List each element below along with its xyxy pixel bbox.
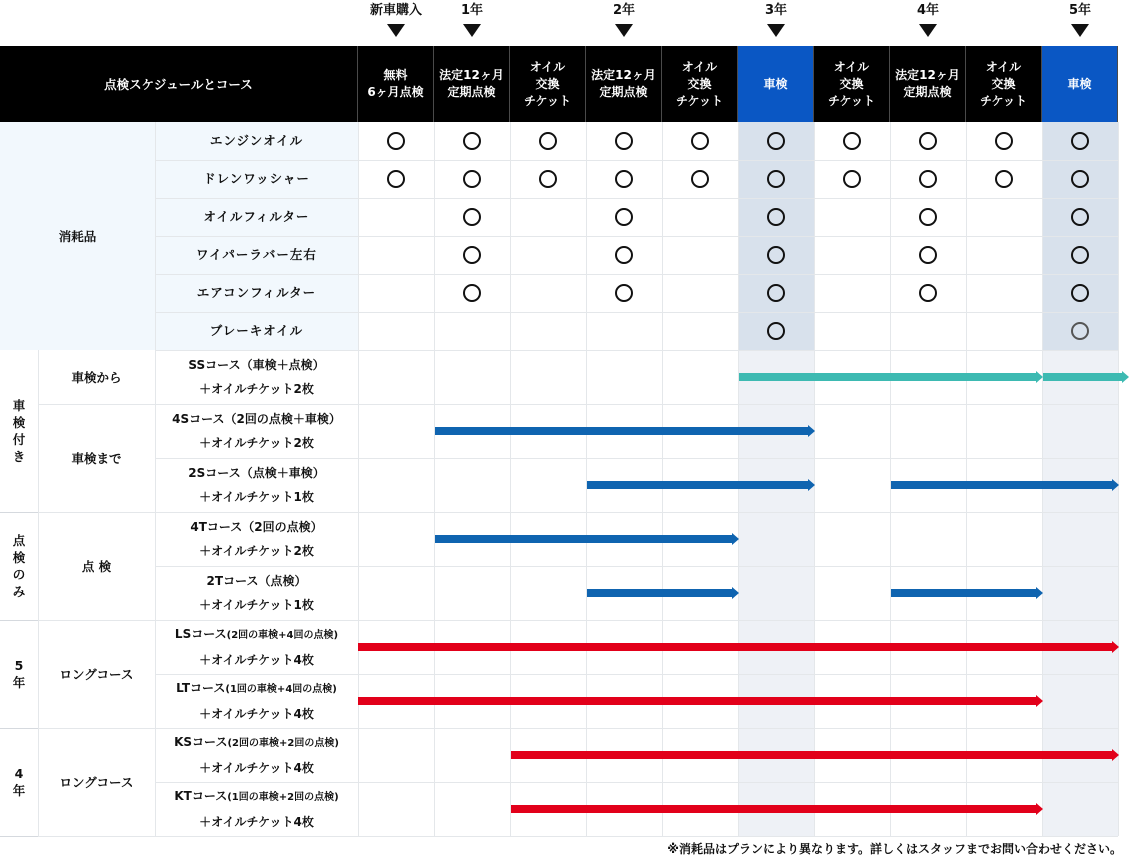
course-ticket: ＋オイルチケット4枚 — [199, 653, 314, 667]
circle-icon — [1071, 170, 1089, 188]
circle-icon — [615, 132, 633, 150]
triangle-down-icon — [387, 24, 405, 37]
arrow-head-icon — [1112, 641, 1119, 653]
circle-icon — [843, 170, 861, 188]
course-period-bar — [511, 805, 1036, 813]
arrow-head-icon — [1122, 371, 1129, 383]
circle-icon — [995, 132, 1013, 150]
triangle-down-icon — [767, 24, 785, 37]
milestone-marker — [1042, 2, 1118, 37]
group-divider — [38, 836, 1118, 837]
section-side-label: 車 検 付 き — [12, 398, 26, 464]
course-label — [155, 350, 358, 404]
course-label — [155, 512, 358, 566]
arrow-head-icon — [1036, 695, 1043, 707]
course-period-bar — [739, 373, 1036, 381]
circle-icon — [767, 284, 785, 302]
course-name-detail: (2回の車検+2回の点検) — [227, 738, 339, 749]
course-ticket: ＋オイルチケット4枚 — [199, 815, 314, 829]
triangle-down-icon — [919, 24, 937, 37]
course-period-bar — [358, 697, 1036, 705]
course-period-bar — [891, 589, 1036, 597]
circle-icon — [919, 246, 937, 264]
milestone-label: 2年 — [612, 3, 636, 18]
course-name — [155, 461, 358, 485]
course-label — [155, 620, 358, 674]
circle-icon — [767, 170, 785, 188]
arrow-head-icon — [1036, 587, 1043, 599]
consumable-item-label: オイルフィルター — [203, 209, 310, 224]
arrow-head-icon — [1112, 479, 1119, 491]
circle-icon — [463, 132, 481, 150]
course-label — [155, 674, 358, 728]
consumable-item-label: エンジンオイル — [209, 133, 304, 148]
circle-icon — [919, 284, 937, 302]
milestone-label: 1年 — [460, 3, 484, 18]
circle-icon — [539, 132, 557, 150]
course-label — [155, 728, 358, 782]
arrow-head-icon — [732, 533, 739, 545]
course-ticket: ＋オイルチケット4枚 — [199, 761, 314, 775]
circle-icon — [463, 284, 481, 302]
arrow-head-icon — [732, 587, 739, 599]
circle-icon — [463, 208, 481, 226]
circle-icon — [691, 132, 709, 150]
course-name — [155, 622, 358, 648]
course-ticket: ＋オイルチケット2枚 — [199, 382, 314, 396]
circle-icon — [463, 246, 481, 264]
circle-icon — [615, 208, 633, 226]
circle-icon — [615, 170, 633, 188]
milestone-marker — [890, 2, 966, 37]
course-label — [155, 782, 358, 836]
course-period-bar — [435, 535, 732, 543]
milestone-marker — [358, 2, 434, 37]
circle-icon — [767, 132, 785, 150]
course-name — [155, 515, 358, 539]
milestone-marker — [738, 2, 814, 37]
course-ticket: ＋オイルチケット4枚 — [199, 707, 314, 721]
course-period-bar — [891, 481, 1112, 489]
course-name-main: KTコース — [174, 789, 228, 803]
course-name — [155, 353, 358, 377]
course-label — [155, 404, 358, 458]
milestone-label: 新車購入 — [369, 3, 422, 18]
course-period-bar — [511, 751, 1112, 759]
course-period-bar — [358, 643, 1112, 651]
course-name — [155, 730, 358, 756]
consumable-item-label: エアコンフィルター — [196, 285, 317, 300]
circle-icon — [387, 132, 405, 150]
milestone-label: 4年 — [916, 3, 940, 18]
course-name — [155, 569, 358, 593]
course-name-main: 2Tコース（点検） — [206, 574, 307, 588]
course-name-detail: (2回の車検+4回の点検) — [226, 630, 339, 641]
course-period-bar — [587, 481, 808, 489]
course-name-detail: (1回の車検+4回の点検) — [225, 684, 337, 695]
header-column: 法定12ヶ月 定期点検 — [434, 46, 510, 122]
header-title: 点検スケジュールとコース — [0, 46, 358, 122]
circle-icon — [767, 208, 785, 226]
course-group-label: ロングコース — [59, 667, 134, 682]
circle-icon — [387, 170, 405, 188]
course-period-bar — [1043, 373, 1122, 381]
triangle-down-icon — [615, 24, 633, 37]
course-ticket: ＋オイルチケット1枚 — [199, 490, 314, 504]
circle-icon — [615, 246, 633, 264]
consumables-group-label: 消耗品 — [58, 229, 97, 244]
course-period-bar — [587, 589, 732, 597]
header-column: オイル 交換 チケット — [814, 46, 890, 122]
circle-icon — [1071, 284, 1089, 302]
consumable-item-label: ワイパーラバー左右 — [196, 247, 317, 262]
milestone-label: 5年 — [1068, 3, 1092, 18]
circle-icon — [463, 170, 481, 188]
course-ticket: ＋オイルチケット2枚 — [199, 544, 314, 558]
course-name-detail: (1回の車検+2回の点検) — [227, 792, 339, 803]
circle-icon — [767, 322, 785, 340]
arrow-head-icon — [1036, 803, 1043, 815]
circle-icon — [843, 132, 861, 150]
header-column: 車検 — [738, 46, 814, 122]
course-period-bar — [435, 427, 808, 435]
circle-icon — [1071, 246, 1089, 264]
circle-icon — [995, 170, 1013, 188]
course-group-label: 点 検 — [81, 559, 112, 574]
header-column: 法定12ヶ月 定期点検 — [890, 46, 966, 122]
circle-icon — [1071, 208, 1089, 226]
arrow-head-icon — [1112, 749, 1119, 761]
arrow-head-icon — [808, 425, 815, 437]
arrow-head-icon — [1036, 371, 1043, 383]
circle-icon — [539, 170, 557, 188]
footnote: ※消耗品はプランにより異なります。詳しくはスタッフまでお問い合わせください。 — [667, 842, 1122, 856]
course-name-main: KSコース — [174, 735, 228, 749]
consumable-item-label: ブレーキオイル — [209, 323, 304, 338]
course-label — [155, 458, 358, 512]
highlight-column-courses — [738, 350, 814, 836]
course-label — [155, 566, 358, 620]
course-name — [155, 784, 358, 810]
course-name-main: 2Sコース（点検＋車検） — [188, 466, 325, 480]
circle-icon — [919, 170, 937, 188]
circle-icon — [767, 246, 785, 264]
circle-icon — [1071, 132, 1089, 150]
course-name-main: SSコース（車検＋点検） — [188, 358, 325, 372]
highlight-column-courses — [1042, 350, 1118, 836]
course-name — [155, 407, 358, 431]
course-ticket: ＋オイルチケット2枚 — [199, 436, 314, 450]
course-name-main: 4Sコース（2回の点検＋車検） — [172, 412, 341, 426]
triangle-down-icon — [463, 24, 481, 37]
header-column: オイル 交換 チケット — [966, 46, 1042, 122]
header-column: オイル 交換 チケット — [510, 46, 586, 122]
course-group-label: 車検まで — [71, 451, 122, 466]
course-group-label: 車検から — [71, 370, 122, 385]
course-name-main: 4Tコース（2回の点検） — [190, 520, 323, 534]
section-side-label: 5 年 — [12, 658, 26, 690]
triangle-down-icon — [1071, 24, 1089, 37]
header-column: 無料 6ヶ月点検 — [358, 46, 434, 122]
milestone-marker — [586, 2, 662, 37]
milestone-marker — [434, 2, 510, 37]
header-column: 法定12ヶ月 定期点検 — [586, 46, 662, 122]
course-group-label: ロングコース — [59, 775, 134, 790]
course-name-main: LSコース — [174, 627, 227, 641]
arrow-head-icon — [808, 479, 815, 491]
circle-icon — [919, 132, 937, 150]
section-side-label: 点 検 の み — [12, 533, 26, 599]
circle-icon — [1071, 322, 1089, 340]
course-name-main: LTコース — [176, 681, 226, 695]
header-column: 車検 — [1042, 46, 1118, 122]
course-name — [155, 676, 358, 702]
section-side-label: 4 年 — [12, 766, 26, 798]
circle-icon — [615, 284, 633, 302]
course-ticket: ＋オイルチケット1枚 — [199, 598, 314, 612]
circle-icon — [919, 208, 937, 226]
milestone-label: 3年 — [764, 3, 788, 18]
header-column: オイル 交換 チケット — [662, 46, 738, 122]
circle-icon — [691, 170, 709, 188]
consumable-item-label: ドレンワッシャー — [203, 171, 310, 186]
